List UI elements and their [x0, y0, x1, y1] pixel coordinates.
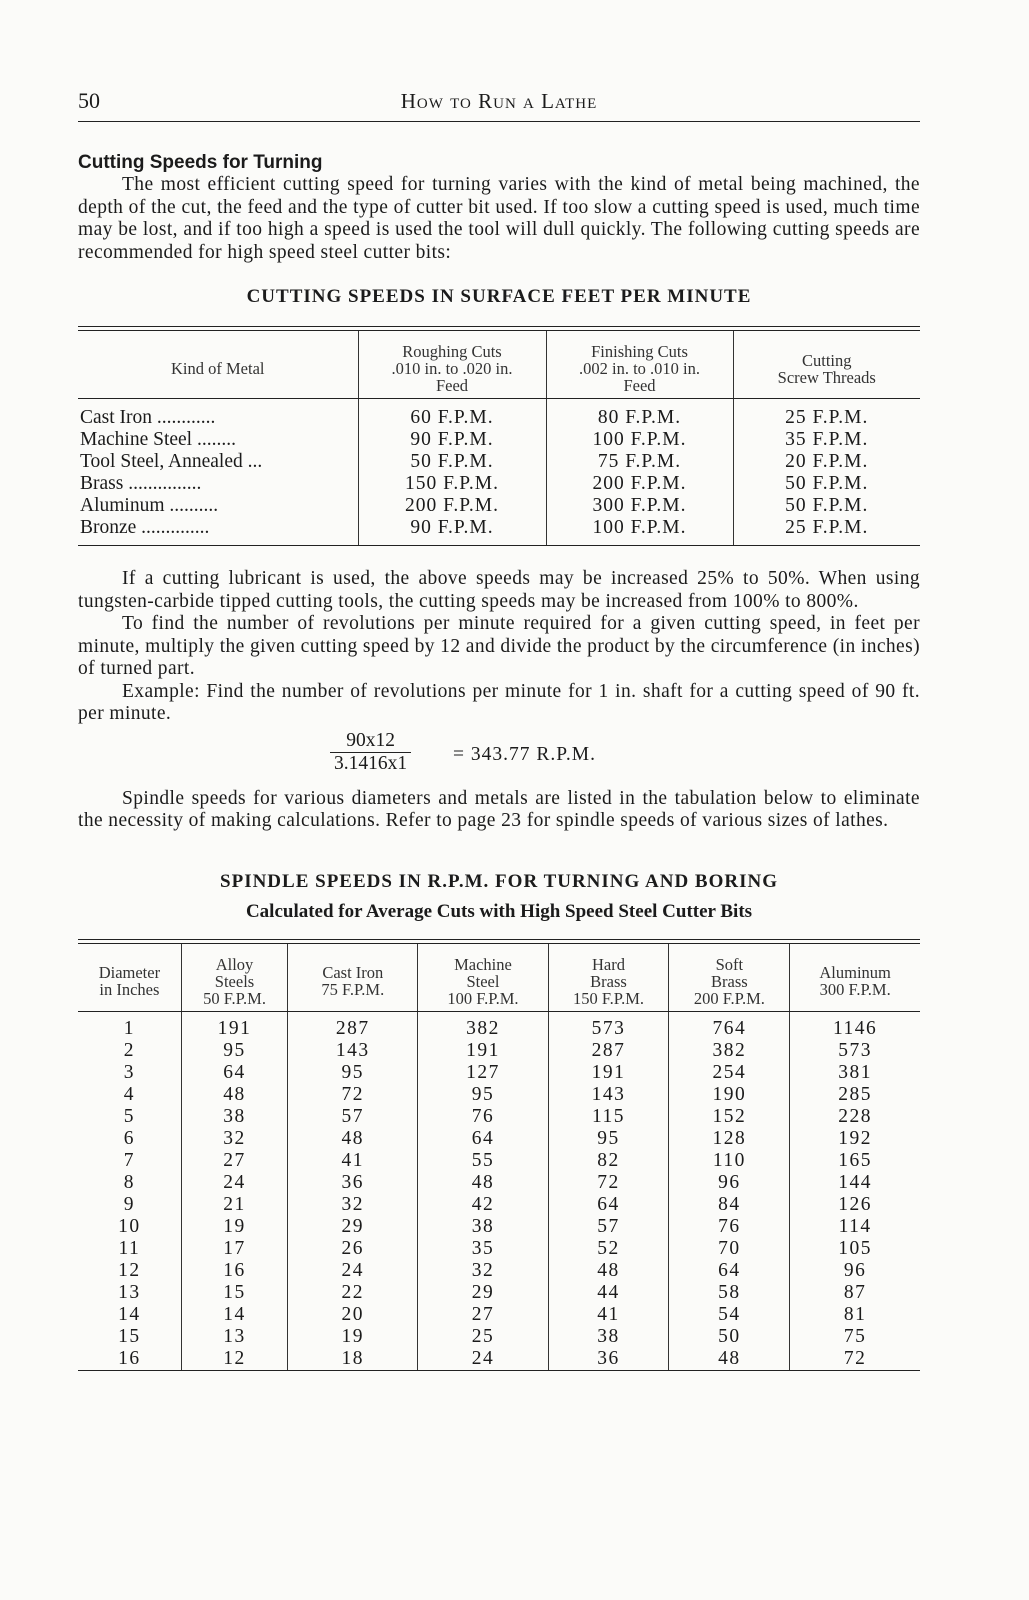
rpm-cell: 35: [418, 1238, 548, 1260]
table-row: [78, 1106, 920, 1128]
table-row: [78, 1128, 920, 1150]
table-row: [78, 1348, 920, 1370]
rpm-cell: 14: [181, 1304, 287, 1326]
rpm-cell: 50: [669, 1326, 790, 1348]
rpm-cell: 573: [548, 1011, 669, 1040]
rpm-cell: 15: [181, 1282, 287, 1304]
rpm-cell: 32: [288, 1194, 418, 1216]
rpm-cell: 41: [288, 1150, 418, 1172]
table-row: [78, 399, 920, 430]
rpm-cell: 382: [418, 1011, 548, 1040]
table-row: [78, 1194, 920, 1216]
spindle-header-col-5: Soft Brass 200 F.P.M.: [669, 944, 790, 1012]
rpm-cell: 70: [669, 1238, 790, 1260]
header-cutting-screw-threads: Cutting Screw Threads: [733, 331, 920, 399]
rpm-cell: 64: [418, 1128, 548, 1150]
rpm-cell: 26: [288, 1238, 418, 1260]
table-row: [78, 473, 920, 495]
diameter-cell: 13: [118, 1281, 141, 1303]
diameter-cell: 8: [123, 1171, 136, 1193]
table-row: [78, 429, 920, 451]
thread-speed-cell: 25 F.P.M.: [733, 517, 920, 545]
rpm-cell: 16: [181, 1260, 287, 1282]
rpm-cell: 12: [181, 1348, 287, 1370]
finishing-speed-cell: 200 F.P.M.: [546, 473, 733, 495]
rpm-cell: 19: [288, 1326, 418, 1348]
rpm-cell: 72: [288, 1084, 418, 1106]
roughing-speed-cell: 150 F.P.M.: [358, 473, 546, 495]
page-header: [78, 88, 920, 122]
rpm-cell: 25: [418, 1326, 548, 1348]
rpm-cell: 29: [418, 1282, 548, 1304]
rpm-cell: 95: [548, 1128, 669, 1150]
rpm-paragraph: To find the number of revolutions per minute required for a given cutting speed, in feet per minute, multiply the given cutting speed by 12 and divide the product by the circumference (in inches) of turned part.: [78, 613, 920, 679]
rpm-cell: 19: [181, 1216, 287, 1238]
rpm-cell: 57: [548, 1216, 669, 1238]
rpm-cell: 18: [288, 1348, 418, 1370]
spindle-speeds-table-subtitle: Calculated for Average Cuts with High Speed Steel Cutter Bits: [245, 900, 753, 922]
table-row: [78, 495, 920, 517]
rpm-cell: 191: [181, 1011, 287, 1040]
spindle-paragraph: Spindle speeds for various diameters and metals are listed in the tabulation below to eliminate the necessity of making calculations. Refer to page 23 for spindle speeds of various sizes of lathes.: [78, 787, 920, 831]
rpm-cell: 48: [181, 1084, 287, 1106]
rpm-cell: 95: [288, 1062, 418, 1084]
rpm-cell: 21: [181, 1194, 287, 1216]
rpm-cell: 143: [548, 1084, 669, 1106]
spindle-speeds-table: [78, 944, 920, 1370]
rpm-cell: 105: [790, 1238, 920, 1260]
metal-name-cell: Brass ...............: [80, 473, 202, 494]
diameter-cell: 12: [118, 1259, 141, 1281]
rpm-cell: 22: [288, 1282, 418, 1304]
rpm-cell: 58: [669, 1282, 790, 1304]
rpm-cell: 54: [669, 1304, 790, 1326]
table2-bottom-rule: [78, 1370, 920, 1371]
finishing-speed-cell: 300 F.P.M.: [546, 495, 733, 517]
rpm-cell: 64: [669, 1260, 790, 1282]
rpm-cell: 76: [669, 1216, 790, 1238]
rpm-cell: 41: [548, 1304, 669, 1326]
diameter-cell: 1: [123, 1017, 136, 1039]
table-row: [78, 1216, 920, 1238]
rpm-cell: 72: [548, 1172, 669, 1194]
rpm-cell: 764: [669, 1011, 790, 1040]
header-finishing-cuts: Finishing Cuts .002 in. to .010 in. Feed: [546, 331, 733, 399]
table-row: [78, 1260, 920, 1282]
rpm-cell: 382: [669, 1040, 790, 1062]
rpm-cell: 52: [548, 1238, 669, 1260]
table-row: [78, 451, 920, 473]
roughing-speed-cell: 90 F.P.M.: [358, 429, 546, 451]
rpm-cell: 36: [288, 1172, 418, 1194]
running-title: How to Run a Lathe: [400, 89, 598, 113]
rpm-cell: 57: [288, 1106, 418, 1128]
metal-name-cell: Cast Iron ............: [80, 407, 216, 428]
rpm-formula: [78, 730, 920, 782]
lubricant-paragraph: If a cutting lubricant is used, the above speeds may be increased 25% to 50%. When using tungsten-carbide tipped cutting tools, the cutting speeds may be increased from 100% to 800%.: [78, 568, 920, 612]
rpm-cell: 64: [181, 1062, 287, 1084]
book-page: [78, 88, 920, 1371]
rpm-cell: 36: [548, 1348, 669, 1370]
table-row: [78, 1282, 920, 1304]
table-row: [78, 517, 920, 545]
diameter-cell: 6: [123, 1127, 136, 1149]
thread-speed-cell: 50 F.P.M.: [733, 473, 920, 495]
table-row: [78, 1011, 920, 1040]
rpm-cell: 48: [548, 1260, 669, 1282]
diameter-cell: 7: [123, 1149, 136, 1171]
diameter-cell: 14: [118, 1303, 141, 1325]
rpm-cell: 27: [181, 1150, 287, 1172]
table-row: [78, 1304, 920, 1326]
rpm-cell: 32: [181, 1128, 287, 1150]
table-row: [78, 1326, 920, 1348]
table-bottom-rule: [78, 545, 920, 546]
spindle-header-col-2: Cast Iron 75 F.P.M.: [288, 944, 418, 1012]
formula-result: = 343.77 R.P.M.: [453, 743, 597, 765]
diameter-cell: 15: [118, 1325, 141, 1347]
cutting-speeds-table: [78, 331, 920, 545]
rpm-cell: 96: [790, 1260, 920, 1282]
section-heading: Cutting Speeds for Turning: [78, 152, 323, 173]
spindle-speeds-table-title: SPINDLE SPEEDS IN R.P.M. FOR TURNING AND BORING: [220, 870, 778, 892]
metal-name-cell: Tool Steel, Annealed ...: [80, 451, 263, 472]
rpm-cell: 114: [790, 1216, 920, 1238]
finishing-speed-cell: 100 F.P.M.: [546, 429, 733, 451]
rpm-cell: 128: [669, 1128, 790, 1150]
rpm-cell: 381: [790, 1062, 920, 1084]
diameter-cell: 11: [118, 1237, 141, 1259]
rpm-cell: 192: [790, 1128, 920, 1150]
rpm-cell: 75: [790, 1326, 920, 1348]
rpm-cell: 115: [548, 1106, 669, 1128]
metal-name-cell: Bronze ..............: [80, 517, 210, 538]
rpm-cell: 287: [288, 1011, 418, 1040]
formula-numerator: 90x12: [346, 729, 395, 751]
rpm-cell: 81: [790, 1304, 920, 1326]
formula-fraction: [330, 730, 411, 775]
rpm-cell: 84: [669, 1194, 790, 1216]
thread-speed-cell: 25 F.P.M.: [733, 399, 920, 430]
diameter-cell: 10: [118, 1215, 141, 1237]
rpm-cell: 24: [288, 1260, 418, 1282]
rpm-cell: 95: [418, 1084, 548, 1106]
diameter-cell: 4: [123, 1083, 136, 1105]
rpm-cell: 87: [790, 1282, 920, 1304]
rpm-cell: 285: [790, 1084, 920, 1106]
rpm-cell: 126: [790, 1194, 920, 1216]
rpm-cell: 191: [418, 1040, 548, 1062]
rpm-cell: 24: [418, 1348, 548, 1370]
diameter-cell: 2: [123, 1039, 136, 1061]
rpm-cell: 165: [790, 1150, 920, 1172]
rpm-cell: 573: [790, 1040, 920, 1062]
spindle-header-col-3: Machine Steel 100 F.P.M.: [418, 944, 548, 1012]
rpm-cell: 29: [288, 1216, 418, 1238]
diameter-cell: 3: [123, 1061, 136, 1083]
rpm-cell: 127: [418, 1062, 548, 1084]
finishing-speed-cell: 100 F.P.M.: [546, 517, 733, 545]
rpm-cell: 228: [790, 1106, 920, 1128]
rpm-cell: 32: [418, 1260, 548, 1282]
spindle-header-col-1: Alloy Steels 50 F.P.M.: [181, 944, 287, 1012]
example-paragraph: Example: Find the number of revolutions per minute for 1 in. shaft for a cutting speed of 90 ft. per minute.: [78, 680, 920, 724]
rpm-cell: 20: [288, 1304, 418, 1326]
rpm-cell: 48: [418, 1172, 548, 1194]
diameter-cell: 5: [123, 1105, 136, 1127]
roughing-speed-cell: 90 F.P.M.: [358, 517, 546, 545]
rpm-cell: 96: [669, 1172, 790, 1194]
spindle-header-col-0: Diameter in Inches: [78, 944, 181, 1012]
rpm-cell: 24: [181, 1172, 287, 1194]
table-row: [78, 1172, 920, 1194]
spindle-header-col-6: Aluminum 300 F.P.M.: [790, 944, 920, 1012]
rpm-cell: 27: [418, 1304, 548, 1326]
rpm-cell: 48: [288, 1128, 418, 1150]
finishing-speed-cell: 75 F.P.M.: [546, 451, 733, 473]
rpm-cell: 38: [418, 1216, 548, 1238]
rpm-cell: 38: [548, 1326, 669, 1348]
thread-speed-cell: 35 F.P.M.: [733, 429, 920, 451]
rpm-cell: 190: [669, 1084, 790, 1106]
roughing-speed-cell: 50 F.P.M.: [358, 451, 546, 473]
table-row: [78, 1238, 920, 1260]
rpm-cell: 152: [669, 1106, 790, 1128]
metal-name-cell: Machine Steel ........: [80, 429, 236, 450]
rpm-cell: 17: [181, 1238, 287, 1260]
rpm-cell: 1146: [790, 1011, 920, 1040]
page-number: 50: [78, 88, 100, 113]
rpm-cell: 42: [418, 1194, 548, 1216]
formula-denominator: 3.1416x1: [330, 752, 411, 775]
thread-speed-cell: 20 F.P.M.: [733, 451, 920, 473]
intro-paragraph: The most efficient cutting speed for turning varies with the kind of metal being machined, the depth of the cut, the feed and the type of cutter bit used. If too slow a cutting speed is used, much time may be lost, and if too high a speed is used the tool will dull quickly. The following cutting speeds are recommended for high speed steel cutter bits:: [78, 174, 920, 263]
header-kind-of-metal: Kind of Metal: [78, 331, 358, 399]
rpm-cell: 64: [548, 1194, 669, 1216]
rpm-cell: 287: [548, 1040, 669, 1062]
roughing-speed-cell: 60 F.P.M.: [358, 399, 546, 430]
rpm-cell: 110: [669, 1150, 790, 1172]
rpm-cell: 191: [548, 1062, 669, 1084]
table-row: [78, 1062, 920, 1084]
rpm-cell: 13: [181, 1326, 287, 1348]
diameter-cell: 9: [123, 1193, 136, 1215]
rpm-cell: 76: [418, 1106, 548, 1128]
diameter-cell: 16: [118, 1347, 141, 1369]
finishing-speed-cell: 80 F.P.M.: [546, 399, 733, 430]
rpm-cell: 254: [669, 1062, 790, 1084]
rpm-cell: 72: [790, 1348, 920, 1370]
rpm-cell: 144: [790, 1172, 920, 1194]
roughing-speed-cell: 200 F.P.M.: [358, 495, 546, 517]
spindle-header-col-4: Hard Brass 150 F.P.M.: [548, 944, 669, 1012]
rpm-cell: 48: [669, 1348, 790, 1370]
table-row: [78, 1040, 920, 1062]
rpm-cell: 95: [181, 1040, 287, 1062]
cutting-speeds-table-title: CUTTING SPEEDS IN SURFACE FEET PER MINUTE: [246, 286, 752, 307]
rpm-cell: 44: [548, 1282, 669, 1304]
rpm-cell: 82: [548, 1150, 669, 1172]
table-row: [78, 1150, 920, 1172]
rpm-cell: 38: [181, 1106, 287, 1128]
metal-name-cell: Aluminum ..........: [80, 495, 219, 516]
rpm-cell: 143: [288, 1040, 418, 1062]
header-roughing-cuts: Roughing Cuts .010 in. to .020 in. Feed: [358, 331, 546, 399]
rpm-cell: 55: [418, 1150, 548, 1172]
thread-speed-cell: 50 F.P.M.: [733, 495, 920, 517]
table-row: [78, 1084, 920, 1106]
